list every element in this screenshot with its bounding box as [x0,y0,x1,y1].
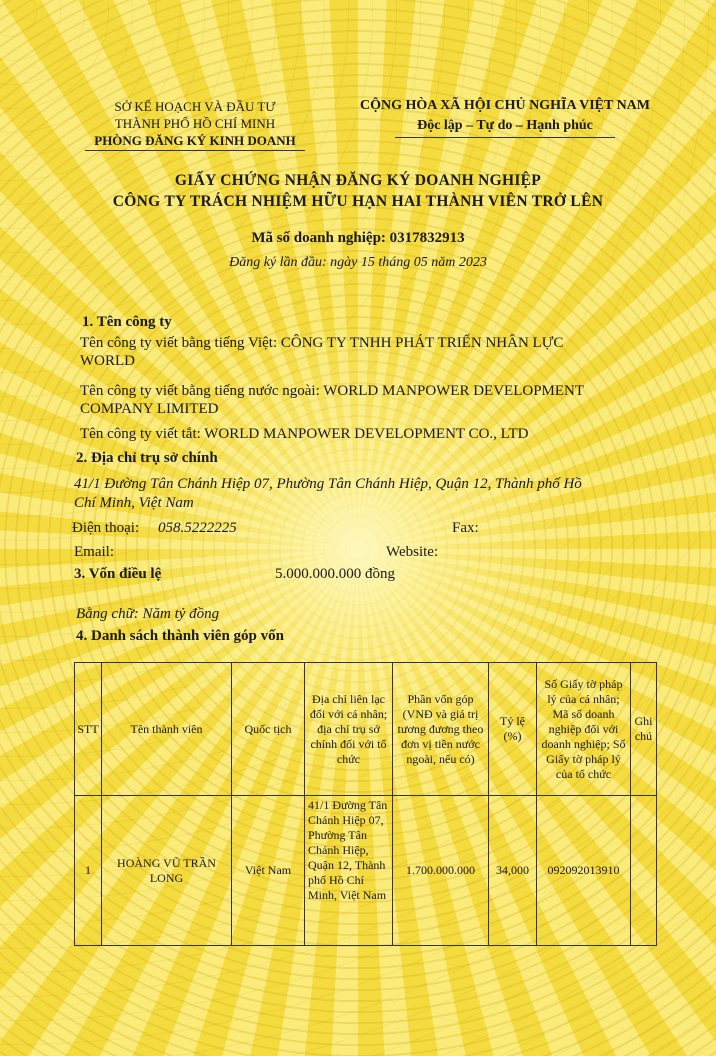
column-header-ratio: Tỷ lệ (%) [489,663,537,796]
first-registration-date: Đăng ký lần đầu: ngày 15 tháng 05 năm 2023 [229,255,487,270]
issuer-department: SỞ KẾ HOẠCH VÀ ĐẦU TƯ [114,99,276,114]
phone-label: Điện thoại: [72,520,140,536]
table-row [75,796,657,946]
national-motto-block [345,96,665,138]
national-motto: Độc lập – Tự do – Hạnh phúc [417,118,593,133]
motto-underline [395,137,615,138]
foreign-name-line2: COMPANY LIMITED [80,401,219,417]
fax-label: Fax: [452,520,479,536]
issuer-underline [85,150,305,151]
short-name: Tên công ty viết tắt: WORLD MANPOWER DEVELOPMENT CO., LTD [80,426,529,442]
charter-capital-value: 5.000.000.000 đồng [275,566,395,582]
phone-value: 058.5222225 [158,520,237,536]
column-header-member-name: Tên thành viên [102,663,232,796]
company-type-title: CÔNG TY TRÁCH NHIỆM HỮU HẠN HAI THÀNH VIÊN TRỞ LÊN [112,193,604,210]
charter-capital-words: Bằng chữ: Năm tỷ đồng [76,606,220,622]
column-header-capital: Phần vốn góp (VNĐ và giá trị tương đương theo đơn vị tiền nước ngoài, nếu có) [393,663,489,796]
member-name: HOÀNG VŨ TRẦN LONG [102,796,232,946]
column-header-stt: STT [75,663,102,796]
member-address: 41/1 Đường Tân Chánh Hiệp 07, Phường Tân Chánh Hiệp, Quận 12, Thành phố Hồ Chí Minh, Việt Nam [305,796,393,946]
certificate-title: GIẤY CHỨNG NHẬN ĐĂNG KÝ DOANH NGHIỆP [174,172,542,189]
vietnamese-name-line1: Tên công ty viết bằng tiếng Việt: CÔNG TY TNHH PHÁT TRIỂN NHÂN LỰC [80,335,564,351]
member-nationality: Việt Nam [232,796,305,946]
issuer-city: THÀNH PHỐ HỒ CHÍ MINH [114,116,276,131]
address-line2: Chí Minh, Việt Nam [74,495,194,511]
vietnamese-name-line2: WORLD [80,353,135,369]
member-capital: 1.700.000.000 [393,796,489,946]
member-note [631,796,657,946]
member-id-number: 092092013910 [537,796,631,946]
website-label: Website: [386,544,439,560]
tax-code: Mã số doanh nghiệp: 0317832913 [251,230,465,246]
members-table [74,662,657,946]
table-header-row [75,663,657,796]
member-ratio: 34,000 [489,796,537,946]
column-header-nationality: Quốc tịch [232,663,305,796]
column-header-id-number: Số Giấy tờ pháp lý của cá nhân; Mã số doanh nghiệp đối với doanh nghiệp; Số Giấy tờ pháp lý của tổ chức [537,663,631,796]
address-line1: 41/1 Đường Tân Chánh Hiệp 07, Phường Tân Chánh Hiệp, Quận 12, Thành phố Hồ [74,476,582,492]
foreign-name-line1: Tên công ty viết bằng tiếng nước ngoài: WORLD MANPOWER DEVELOPMENT [80,383,585,399]
section-2-heading: 2. Địa chỉ trụ sở chính [76,450,218,466]
column-header-address: Địa chỉ liên lạc đối với cá nhân; địa chỉ trụ sở chính đối với tổ chức [305,663,393,796]
issuer-block [60,98,330,151]
section-4-heading: 4. Danh sách thành viên góp vốn [76,628,284,644]
member-stt: 1 [75,796,102,946]
section-1-heading: 1. Tên công ty [82,314,172,330]
section-3-heading: 3. Vốn điều lệ [74,566,162,582]
issuer-office: PHÒNG ĐĂNG KÝ KINH DOANH [94,133,296,148]
column-header-note: Ghi chú [631,663,657,796]
country-name: CỘNG HÒA XÃ HỘI CHỦ NGHĨA VIỆT NAM [359,98,650,113]
email-label: Email: [74,544,114,560]
